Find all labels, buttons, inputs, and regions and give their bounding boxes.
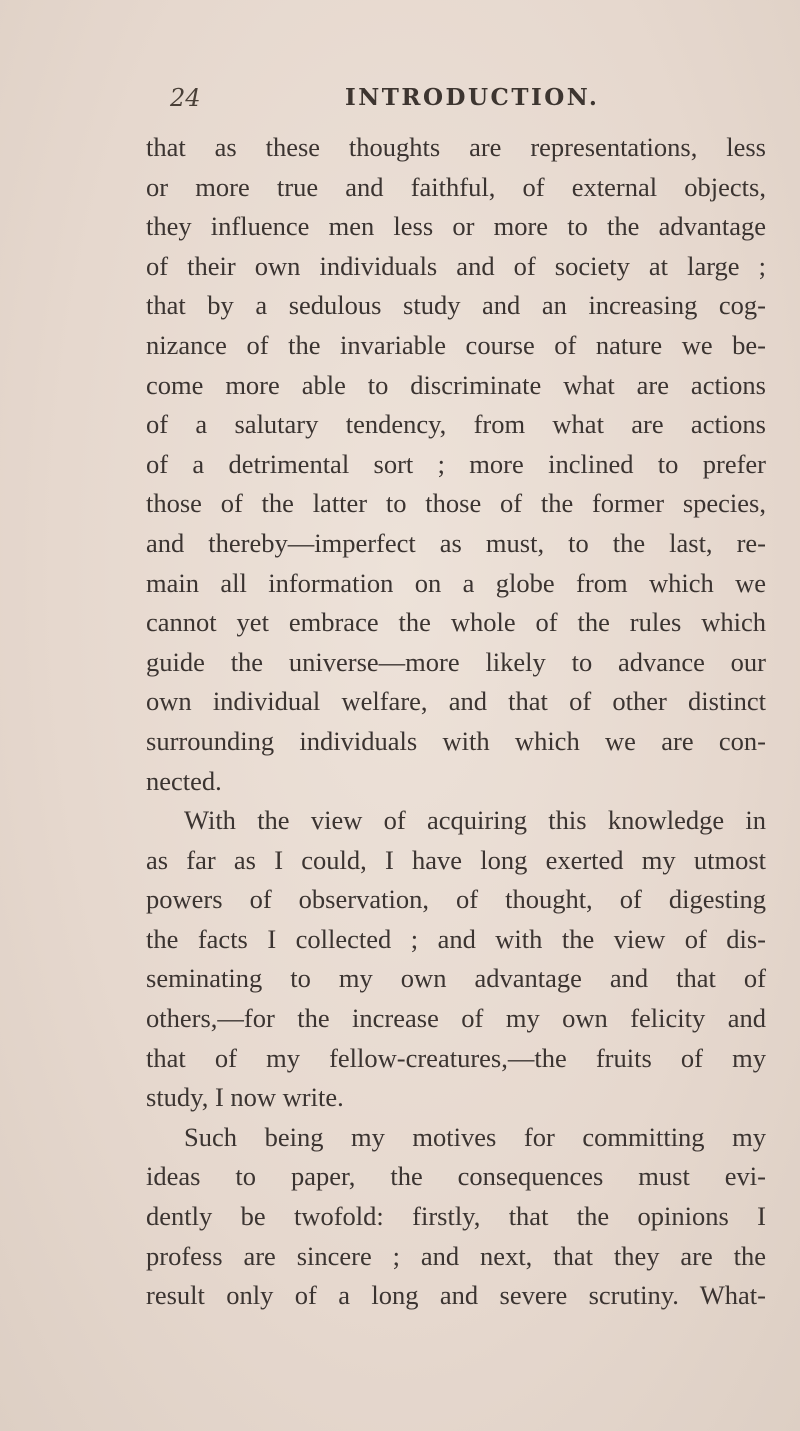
paragraph-start-line: With the view of acquiring this knowledge in [184, 805, 766, 836]
text-line: study, I now write. [146, 1082, 344, 1113]
text-line: and thereby—imperfect as must, to the last, re- [146, 527, 766, 558]
page-number: 24 [170, 84, 201, 112]
text-line: main all information on a globe from which we [146, 567, 766, 598]
text-line: profess are sincere ; and next, that they are the [146, 1240, 766, 1271]
text-line: come more able to discriminate what are actions [146, 369, 766, 400]
text-line: nizance of the invariable course of nature we be- [146, 329, 766, 360]
text-line: own individual welfare, and that of other distinct [146, 686, 766, 717]
text-line: they influence men less or more to the advantage [146, 211, 766, 242]
text-line: of a salutary tendency, from what are actions [146, 409, 766, 440]
text-line: that of my fellow-creatures,—the fruits of my [146, 1042, 766, 1073]
text-line: seminating to my own advantage and that of [146, 963, 766, 994]
text-line: or more true and faithful, of external objects, [146, 171, 766, 202]
body-text [146, 128, 766, 1316]
text-line: cannot yet embrace the whole of the rules which [146, 607, 766, 638]
text-line: that as these thoughts are representations, less [146, 132, 766, 162]
text-line: the facts I collected ; and with the view of dis- [146, 923, 766, 954]
text-line: surrounding individuals with which we are con- [146, 725, 766, 756]
text-line: of their own individuals and of society at large ; [146, 250, 766, 281]
text-line: guide the universe—more likely to advance our [146, 646, 766, 677]
text-line: dently be twofold: firstly, that the opinions I [146, 1201, 766, 1232]
text-line: as far as I could, I have long exerted my utmost [146, 844, 766, 875]
text-line: powers of observation, of thought, of digesting [146, 884, 766, 915]
paragraph-start-line: Such being my motives for committing my [184, 1121, 766, 1152]
text-line: that by a sedulous study and an increasing cog- [146, 290, 766, 321]
running-title: INTRODUCTION. [345, 84, 600, 111]
text-line: others,—for the increase of my own felicity and [146, 1003, 766, 1034]
text-line: of a detrimental sort ; more inclined to prefer [146, 448, 766, 479]
text-line: result only of a long and severe scrutiny. What- [146, 1280, 766, 1311]
text-line: nected. [146, 765, 222, 796]
text-line: ideas to paper, the consequences must evi- [146, 1161, 766, 1192]
text-line: those of the latter to those of the former species, [146, 488, 766, 519]
